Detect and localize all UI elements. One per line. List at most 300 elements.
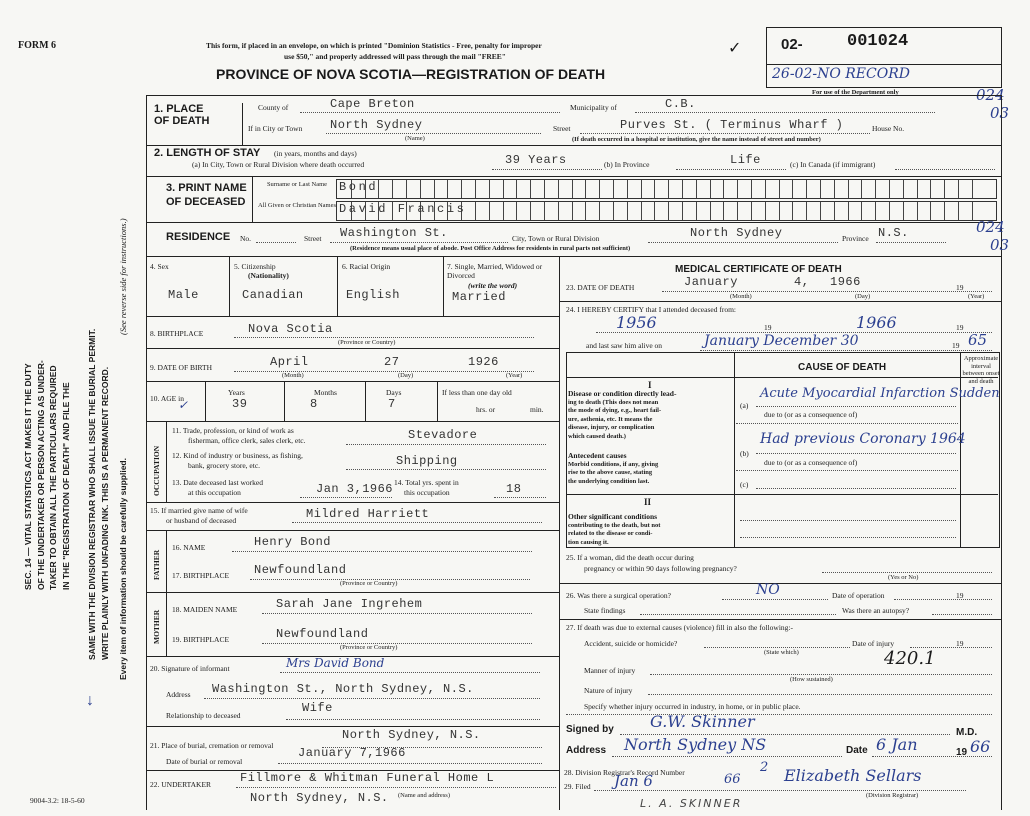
letter-cell	[903, 180, 904, 198]
undertaker-note: (Name and address)	[398, 792, 450, 799]
letter-cell	[737, 202, 738, 220]
attended-from: 1956	[616, 313, 657, 332]
burial-date-label: Date of burial or removal	[166, 757, 243, 766]
informant-sig-line	[280, 672, 540, 673]
sidebar-notice-b	[86, 329, 111, 660]
residence-label: RESIDENCE	[166, 231, 231, 243]
residence-province-label: Province	[842, 234, 869, 243]
letter-cell	[889, 202, 890, 220]
county-line	[300, 112, 560, 113]
external-label: 27. If death was due to external causes (violence) fill in also the following:-	[566, 623, 794, 632]
death-year-prefix: 19	[956, 283, 964, 292]
signed-value: G.W. Skinner	[650, 712, 755, 731]
rule-birthplace	[146, 348, 559, 349]
total-value: 18	[506, 482, 522, 496]
letter-cell	[641, 202, 642, 220]
father-birthplace-label: 17. BIRTHPLACE	[172, 571, 230, 580]
attended-yr-prefix-1: 19	[764, 323, 772, 332]
form-code: 9004-3.2: 18-5-60	[30, 796, 85, 805]
side-code-2-b: 03	[990, 236, 1010, 254]
mother-maiden-value: Sarah Jane Ingrehem	[276, 597, 423, 611]
surgery-value: NO	[756, 582, 780, 598]
registrar-note: (Division Registrar)	[866, 792, 919, 799]
relationship-line	[286, 719, 540, 720]
registrar-signature: Elizabeth Sellars	[784, 766, 922, 785]
city-label: If in City or Town	[248, 124, 303, 133]
letter-cell	[558, 202, 559, 220]
informant-address-value: Washington St., North Sydney, N.S.	[212, 682, 474, 696]
trade-value: Stevadore	[408, 428, 478, 442]
death-month: January	[684, 275, 738, 289]
dob-label: 9. DATE OF BIRTH	[150, 363, 213, 372]
informant-sig-label: 20. Signature of informant	[150, 664, 230, 673]
age-label: 10. AGE in	[150, 394, 184, 403]
residence-note: (Residence means usual place of abode. Post Office Address for residents in rural parts not sufficient)	[350, 245, 631, 252]
municipality-value: C.B.	[665, 97, 696, 111]
letter-cell	[572, 180, 573, 198]
county-value: Cape Breton	[330, 97, 415, 111]
mother-birthplace-note: (Province or Country)	[340, 644, 398, 651]
burial-date-value: January 7,1966	[298, 746, 406, 760]
letter-cell	[834, 202, 835, 220]
letter-cell	[930, 202, 931, 220]
rule-woman	[559, 583, 1002, 584]
cause-label-divider	[734, 353, 735, 547]
undertaker-line	[236, 787, 556, 788]
letter-cell	[641, 180, 642, 198]
letter-cell	[503, 202, 504, 220]
birthplace-label: 8. BIRTHPLACE	[150, 329, 204, 338]
stay-label: 2. LENGTH OF STAY	[154, 147, 261, 159]
house-label: House No.	[872, 124, 905, 133]
spouse-label2: or husband of deceased	[166, 516, 237, 525]
last-worked-label2: at this occupation	[188, 488, 241, 497]
sig-address-label: Address	[566, 745, 607, 756]
tick-mark: ✓	[728, 40, 742, 57]
letter-cell	[654, 180, 655, 198]
immediate-label3: the mode of dying, e.g., heart fail-	[568, 407, 662, 414]
sex-value: Male	[168, 288, 199, 302]
letter-cell	[516, 202, 517, 220]
side-code-1-b: 024	[976, 218, 1005, 236]
reg-handwritten: 26-02-NO RECORD	[772, 66, 910, 82]
rule-age	[146, 421, 559, 422]
letter-cell	[599, 180, 600, 198]
sig-date-line	[872, 756, 992, 757]
side-code-1: 024	[976, 86, 1005, 104]
stay-a-line	[492, 169, 602, 170]
death-day: 4,	[794, 275, 810, 289]
div-sex	[229, 256, 230, 316]
cause-a-value: Acute Myocardial Infarction Sudden	[760, 386, 1000, 401]
interval-heading: Approximate interval between onset and death	[962, 355, 1000, 385]
municipality-label: Municipality of	[570, 103, 617, 112]
cause-interval-divider	[960, 353, 961, 547]
given-value: David Francis	[339, 202, 467, 216]
op-date-label: Date of operation	[832, 591, 885, 600]
years-label: Years	[228, 388, 245, 397]
autopsy-line	[932, 614, 992, 615]
cause-heading: CAUSE OF DEATH	[798, 362, 887, 373]
burial-place-value: North Sydney, N.S.	[342, 728, 481, 742]
months-value: 8	[310, 397, 318, 411]
marital-label: 7. Single, Married, Widowed or Divorced	[447, 262, 543, 280]
death-day-note: (Day)	[855, 293, 871, 300]
total-label1: 14. Total yrs. spent in	[394, 478, 459, 487]
citizenship-label: 5. Citizenship	[234, 262, 276, 271]
trade-label2: fisherman, office clerk, sales clerk, etc.	[188, 436, 306, 445]
letter-cell	[668, 202, 669, 220]
last-worked-line	[300, 497, 392, 498]
letter-cell	[779, 202, 780, 220]
letter-cell	[530, 180, 531, 198]
residence-province-line	[876, 242, 946, 243]
sidebar-line3: TAKER TO OBTAIN ALL THE PARTICULARS REQUIRED	[48, 365, 58, 590]
down-arrow-icon: ↓	[86, 692, 94, 709]
stay-c-label: (c) In Canada (if immigrant)	[790, 160, 876, 169]
father-side-label: FATHER	[152, 549, 161, 580]
cause-b-label: (b)	[740, 449, 749, 458]
letter-cell	[461, 180, 462, 198]
letter-cell	[599, 202, 600, 220]
sidebar-line8: (See reverse side for instructions.)	[118, 218, 128, 335]
letter-cell	[627, 180, 628, 198]
sig-year-prefix: 19	[956, 747, 968, 758]
letter-cell	[972, 202, 973, 220]
filed-year: 66	[724, 772, 741, 787]
letter-cell	[544, 180, 545, 198]
father-side-divider	[166, 530, 167, 592]
residence-street-value: Washington St.	[340, 226, 448, 240]
occupation-side-divider	[166, 421, 167, 502]
due-to-1-line	[736, 423, 958, 424]
rule-surgery	[559, 619, 1002, 620]
rule-informant	[146, 726, 559, 727]
total-line	[494, 497, 546, 498]
immediate-label6: which caused death.)	[568, 432, 626, 440]
stay-c-line	[895, 169, 995, 170]
findings-label: State findings	[584, 606, 626, 615]
cause-heading-rule	[566, 377, 998, 378]
hospital-note: (If death occurred in a hospital or institution, give the name instead of street and number)	[572, 136, 821, 143]
other-label2: contributing to the death, but not	[568, 521, 661, 529]
other-line-2	[740, 537, 956, 538]
sig-date-value: 6 Jan	[876, 735, 918, 754]
roman-one: I	[648, 380, 652, 390]
death-year: 1966	[830, 275, 861, 289]
specify-label: Specify whether injury occurred in industry, in home, or in public place.	[584, 702, 801, 711]
letter-cell	[710, 202, 711, 220]
letter-cell	[544, 202, 545, 220]
letter-cell	[737, 180, 738, 198]
father-name-line	[232, 551, 532, 552]
mother-maiden-line	[262, 613, 532, 614]
letter-cell	[958, 202, 959, 220]
place-bracket	[242, 103, 243, 145]
letter-cell	[779, 180, 780, 198]
trade-line	[346, 444, 546, 445]
citizenship-value: Canadian	[242, 288, 304, 302]
yes-no-note: (Yes or No)	[888, 574, 919, 581]
antecedent-labels	[568, 452, 658, 486]
letter-cell	[751, 180, 752, 198]
industry-label1: 12. Kind of industry or business, as fishing,	[172, 451, 303, 460]
letter-cell	[627, 202, 628, 220]
reg-prefix: 02-	[781, 36, 803, 53]
woman-line	[822, 572, 992, 573]
letter-cell	[392, 180, 393, 198]
stay-b-label: (b) In Province	[604, 160, 650, 169]
dept-use-note: For use of the Department only	[812, 89, 899, 96]
residence-no-label: No.	[240, 234, 252, 243]
state-which-note: (State which)	[764, 649, 799, 656]
due-to-2-line	[736, 470, 958, 471]
father-name-label: 16. NAME	[172, 543, 206, 552]
cause-c-line	[756, 488, 956, 489]
div-age	[205, 381, 206, 421]
sidebar-line5: SAME WITH THE DIVISION REGISTRAR WHO SHALL ISSUE THE BURIAL PERMIT.	[87, 328, 97, 660]
municipality-line	[635, 112, 935, 113]
letter-cell	[516, 180, 517, 198]
sig-date-label: Date	[846, 745, 868, 756]
letter-cell	[958, 180, 959, 198]
sidebar-line4: IN THE "REGISTRATION OF DEATH" AND FILE THE	[60, 382, 71, 590]
less-day-label: If less than one day old	[442, 388, 512, 397]
residence-province-value: N.S.	[878, 226, 909, 240]
form-left-border	[146, 95, 147, 810]
rule-stay	[146, 176, 1002, 177]
registration-number-box	[766, 27, 1002, 65]
letter-cell	[875, 180, 876, 198]
cause-a-line	[756, 406, 956, 407]
op-date-yr-prefix: 19	[956, 591, 964, 600]
letter-cell	[585, 202, 586, 220]
certify-label: 24. I HEREBY CERTIFY that I attended deceased from:	[566, 305, 736, 314]
burial-place-label: 21. Place of burial, cremation or removal	[150, 741, 274, 750]
md-label: M.D.	[956, 727, 978, 738]
occupation-side-label: OCCUPATION	[152, 445, 161, 496]
undertaker-label: 22. UNDERTAKER	[150, 780, 212, 789]
attended-to: 1966	[856, 313, 897, 332]
rule-father	[146, 592, 559, 593]
sex-label: 4. Sex	[150, 262, 169, 271]
stay-b-value: Life	[730, 153, 761, 167]
residence-city-label: City, Town or Rural Division	[512, 234, 600, 243]
spouse-line	[292, 522, 542, 523]
stay-a-value: 39 Years	[505, 153, 567, 167]
letter-cell	[654, 202, 655, 220]
cause-c-label: (c)	[740, 480, 749, 489]
age-tick-icon: ✓	[178, 398, 189, 412]
letter-cell	[917, 180, 918, 198]
letter-cell	[696, 180, 697, 198]
dob-month-note: (Month)	[282, 372, 304, 379]
death-year-note: (Year)	[968, 293, 985, 300]
letter-cell	[806, 202, 807, 220]
rule-death-date	[559, 301, 1002, 302]
birthplace-line	[234, 337, 534, 338]
center-divider	[559, 256, 560, 810]
accident-line	[704, 647, 850, 648]
informant-signature: Mrs David Bond	[286, 656, 385, 670]
mother-birthplace-value: Newfoundland	[276, 627, 369, 641]
mother-side-divider	[166, 592, 167, 656]
immediate-label2: ing to death (This does not mean	[568, 398, 659, 406]
immediate-label4: ure, asthenia, etc. It means the	[568, 415, 653, 423]
marital-note: (write the word)	[468, 281, 518, 290]
hrs-label: hrs. or	[476, 405, 496, 414]
div-racial	[443, 256, 444, 316]
street-label: Street	[553, 124, 571, 133]
rule-dob	[146, 381, 559, 382]
letter-cell	[682, 202, 683, 220]
op-date-line	[894, 599, 992, 600]
min-label: min.	[530, 405, 544, 414]
printed-name: L. A. SKINNER	[640, 797, 743, 810]
last-saw-label: and last saw him alive on	[586, 341, 663, 350]
rule-spouse	[146, 530, 559, 531]
letter-cell	[765, 180, 766, 198]
relationship-value: Wife	[302, 701, 333, 715]
sidebar-line7: Every item of information should be carefully supplied.	[118, 458, 128, 680]
form-label: FORM 6	[18, 40, 57, 51]
manner-label: Manner of injury	[584, 666, 636, 675]
dob-line	[234, 371, 534, 372]
years-value: 39	[232, 397, 248, 411]
letter-cell	[572, 202, 573, 220]
racial-label: 6. Racial Origin	[342, 262, 391, 271]
birthplace-value: Nova Scotia	[248, 322, 333, 336]
immediate-cause-labels	[568, 390, 676, 441]
trade-label1: 11. Trade, profession, or kind of work as	[172, 426, 294, 435]
stay-b-line	[676, 169, 786, 170]
manner-code: 420.1	[884, 648, 936, 669]
letter-cell	[944, 180, 945, 198]
given-label: All Given or Christian Names	[258, 202, 336, 209]
street-value: Purves St. ( Terminus Wharf )	[620, 118, 844, 132]
woman-label1: 25. If a woman, did the death occur during	[566, 553, 694, 562]
death-date-label: 23. DATE OF DEATH	[566, 283, 635, 292]
letter-cell	[668, 180, 669, 198]
industry-line	[346, 469, 546, 470]
city-line	[326, 133, 541, 134]
last-saw-line	[700, 350, 992, 351]
due-to-2: due to (or as a consequence of)	[764, 458, 858, 467]
form-right-border	[1001, 95, 1002, 810]
medical-heading: MEDICAL CERTIFICATE OF DEATH	[675, 264, 842, 275]
woman-label2: pregnancy or within 90 days following pregnancy?	[584, 564, 737, 573]
other-line-1	[740, 520, 956, 521]
specify-line	[566, 714, 992, 715]
form-title: PROVINCE OF NOVA SCOTIA—REGISTRATION OF DEATH	[216, 66, 606, 82]
citizenship-note: (Nationality)	[248, 271, 289, 280]
father-birthplace-note: (Province or Country)	[340, 580, 398, 587]
dob-year-note: (Year)	[506, 372, 523, 379]
place-label: 1. PLACE OF DEATH	[154, 103, 210, 127]
letter-cell	[447, 180, 448, 198]
letter-cell	[875, 202, 876, 220]
reg-number: 001024	[847, 32, 909, 51]
cause-b-line	[756, 453, 956, 454]
letter-cell	[378, 180, 379, 198]
stay-a-label: (a) In City, Town or Rural Division where death occurred	[192, 160, 365, 169]
letter-cell	[765, 202, 766, 220]
letter-cell	[503, 180, 504, 198]
relationship-label: Relationship to deceased	[166, 711, 241, 720]
informant-address-label: Address	[166, 690, 191, 699]
letter-cell	[930, 180, 931, 198]
surgery-line	[722, 599, 828, 600]
letter-cell	[406, 180, 407, 198]
letter-cell	[420, 180, 421, 198]
mother-birthplace-label: 19. BIRTHPLACE	[172, 635, 230, 644]
roman-two: II	[644, 497, 652, 507]
accident-label: Accident, suicide or homicide?	[584, 639, 678, 648]
surname-grid	[336, 179, 997, 199]
letter-cell	[820, 202, 821, 220]
immediate-label5: disease, injury, or complication	[568, 424, 655, 431]
letter-cell	[710, 180, 711, 198]
div-days	[437, 381, 438, 421]
filed-line	[594, 790, 966, 791]
sig-address-line	[612, 756, 842, 757]
last-worked-label1: 13. Date deceased last worked	[172, 478, 264, 487]
last-saw-value: January December 30	[704, 333, 859, 349]
antecedent-label4: the underlying condition last.	[568, 477, 650, 485]
div-months	[365, 381, 366, 421]
reg-record-label: 28. Division Registrar's Record Number	[564, 768, 685, 777]
letter-cell	[972, 180, 973, 198]
racial-value: English	[346, 288, 400, 302]
manner-line	[650, 674, 992, 675]
surgery-label: 26. Was there a surgical operation?	[566, 591, 671, 600]
city-name-note: (Name)	[405, 135, 425, 142]
last-saw-yr-prefix: 19	[952, 341, 960, 350]
stay-label-note: (in years, months and days)	[274, 149, 357, 158]
other-label4: tion causing it.	[568, 538, 609, 546]
death-date-line	[662, 291, 992, 292]
death-month-note: (Month)	[730, 293, 752, 300]
undertaker-address: North Sydney, N.S.	[250, 791, 389, 805]
autopsy-label: Was there an autopsy?	[842, 606, 910, 615]
dob-day-note: (Day)	[398, 372, 414, 379]
immediate-label1: Disease or condition directly lead-	[568, 389, 677, 398]
last-worked-value: Jan 3,1966	[316, 482, 394, 496]
letter-cell	[489, 180, 490, 198]
letter-cell	[475, 202, 476, 220]
cause-part-rule	[566, 494, 998, 495]
letter-cell	[820, 180, 821, 198]
letter-cell	[558, 180, 559, 198]
injury-date-label: Date of injury	[852, 639, 895, 648]
antecedent-label1: Antecedent causes	[568, 451, 627, 460]
cause-b-value: Had previous Coronary 1964	[760, 431, 966, 447]
residence-street-line	[330, 242, 508, 243]
letter-cell	[489, 202, 490, 220]
surname-label: Surname or Last Name	[266, 181, 328, 188]
div-citizenship	[337, 256, 338, 316]
residence-no-line	[256, 242, 296, 243]
envelope-notice-line1: This form, if placed in an envelope, on which is printed "Dominion Statistics - Free, penalty for improper	[206, 41, 542, 50]
other-conditions-labels	[568, 513, 660, 547]
side-code-2: 03	[990, 104, 1010, 122]
days-label: Days	[386, 388, 402, 397]
cause-a-label: (a)	[740, 401, 749, 410]
sidebar-notice	[22, 360, 72, 590]
rule-name	[146, 222, 1002, 223]
frame-top	[146, 95, 1002, 96]
name-label: 3. PRINT NAME OF DECEASED	[166, 182, 247, 208]
